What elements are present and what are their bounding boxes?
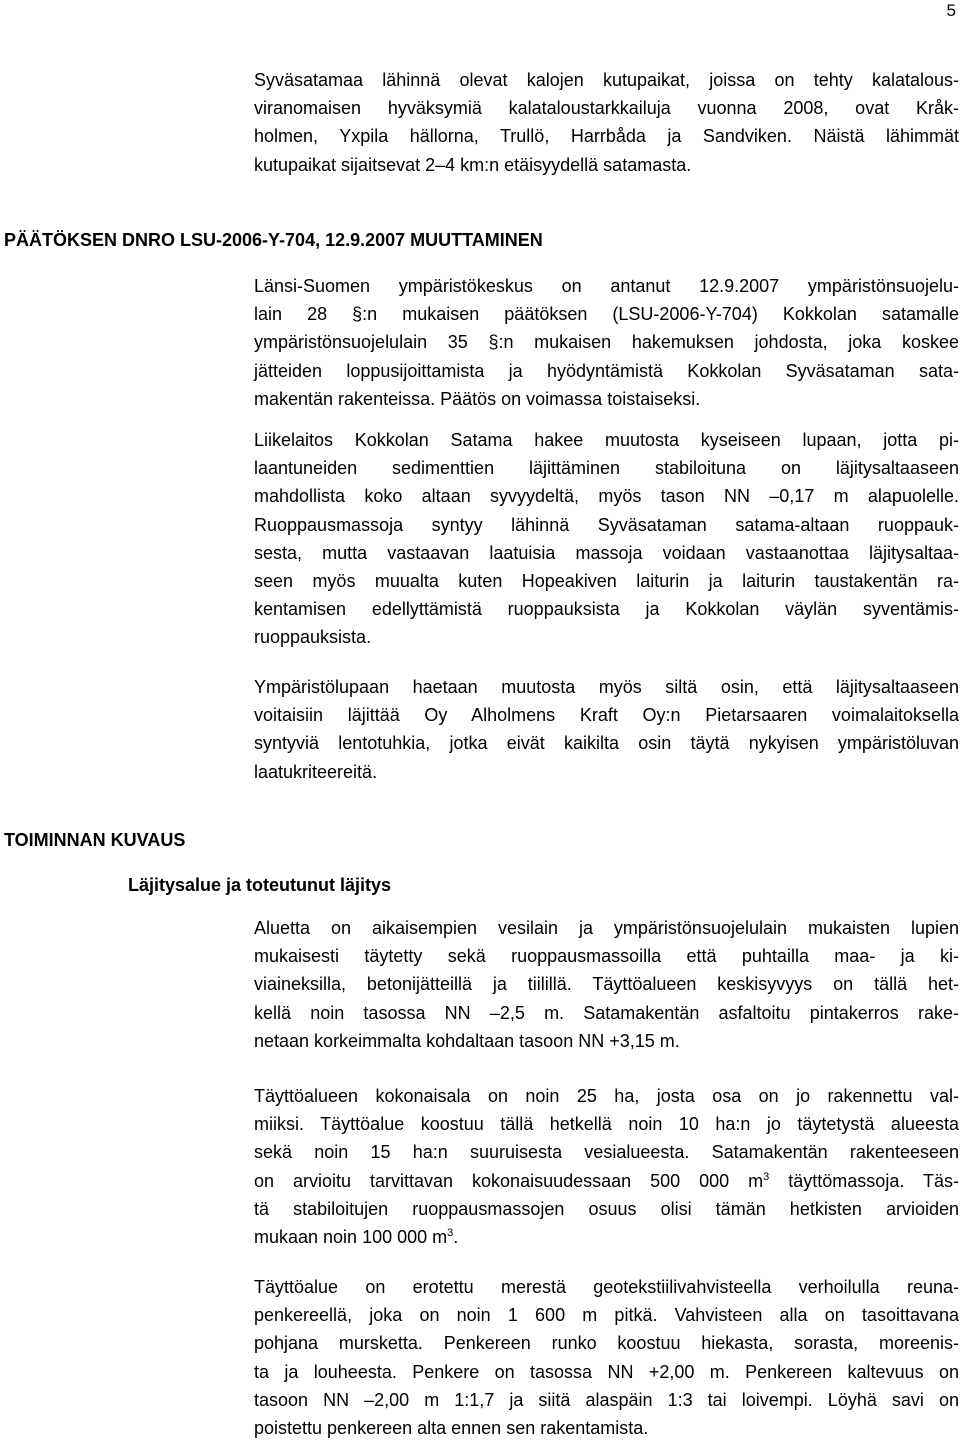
text-line: holmen, Yxpila hällorna, Trullö, Harrbåda ja Sandviken. Näistä lähimmät [254,126,959,147]
text-line: laantuneiden sedimenttien läjittäminen stabiloituna on läjitysaltaaseen [254,458,959,479]
text-line: Aluetta on aikaisempien vesilain ja ympäristönsuojelulain mukaisten lupien [254,918,959,938]
paragraph-fly-ash [254,673,959,786]
text-line: penkereellä, joka on noin 1 600 m pitkä. Vahvisteen alla on tasoittavana [254,1305,959,1326]
text-fragment: mukaan noin 100 000 m [254,1227,448,1248]
text-line: Länsi-Suomen ympäristökeskus on antanut 12.9.2007 ympäristönsuojelu- [254,276,959,296]
text-line: poistettu penkereen alta ennen sen rakentamista. [254,1418,649,1439]
text-line: voitaisiin läjittää Oy Alholmens Kraft Oy:n Pietarsaaren voimalaitoksella [254,705,959,726]
text-line: Ympäristölupaan haetaan muutosta myös siltä osin, että läjitysaltaaseen [254,677,959,697]
text-line [254,1167,959,1195]
section-heading-decision-amendment: PÄÄTÖKSEN DNRO LSU-2006-Y-704, 12.9.2007 MUUTTAMINEN [4,230,543,250]
text-line: Liikelaitos Kokkolan Satama hakee muutosta kyseiseen lupaan, jotta pi- [254,430,959,450]
superscript: 3 [447,1227,454,1240]
text-line: ta ja louheesta. Penkere on tasossa NN +2,00 m. Penkereen kaltevuus on [254,1361,959,1382]
text-line: kellä noin tasossa NN –2,5 m. Satamakentän asfaltoitu pintakerros rake- [254,1002,959,1023]
text-line [254,1223,959,1251]
text-line: Täyttöalue on erotettu merestä geotekstiilivahvisteella verhoilulla reuna- [254,1277,959,1297]
superscript: 3 [763,1170,770,1183]
paragraph-embankment [254,1273,959,1442]
text-line: ympäristönsuojelulain 35 §:n mukaisen hakemuksen johdosta, joka koskee [254,332,959,353]
paragraph-fill-volume [254,1082,959,1251]
section-heading-operation: TOIMINNAN KUVAUS [4,830,186,850]
text-line: makentän rakenteissa. Päätös on voimassa toistaiseksi. [254,388,701,409]
text-line: ruoppauksista. [254,627,372,648]
text-line: mukaisesti täytetty sekä ruoppausmassoilla että puhtailla maa- ja ki- [254,946,959,967]
text-line: pohjana murskettа. Penkereen runko koostuu hiekasta, sorasta, moreenis- [254,1333,959,1354]
text-line: sekä noin 15 ha:n suuruisesta vesialueesta. Satamakentän rakenteeseen [254,1142,959,1163]
text-line: jätteiden loppusijoittamista ja hyödyntämistä Kokkolan Syväsataman sata- [254,360,959,381]
text-line: tasoon NN –2,00 m 1:1,7 ja siitä alaspäin 1:3 tai loivempi. Löyhä savi on [254,1389,959,1410]
text-line: kutupaikat sijaitsevat 2–4 km:n etäisyydellä satamasta. [254,154,692,175]
text-line: syntyviä lentotuhkia, jotka eivät kaikilta osin täytä nykyisen ympäristöluvan [254,733,959,754]
text-line: mahdollista koko altaan syvyydeltä, myös tason NN –0,17 m alapuolelle. [254,486,959,507]
text-line: Syväsatamaa lähinnä olevat kalojen kutupaikat, joissa on tehty kalatalous- [254,70,959,90]
text-fragment: . [453,1227,459,1248]
paragraph-area-filling [254,914,959,1055]
paragraph-spawning-grounds [254,66,959,179]
text-line: viaineksilla, betonijätteillä ja tiilillä. Täyttöalueen keskisyvyys on tällä het- [254,974,959,995]
text-fragment: täyttömassoja. Täs- [769,1170,959,1191]
page-number: 5 [946,1,956,20]
text-line: viranomaisen hyväksymiä kalataloustarkkailuja vuonna 2008, ovat Kråk- [254,98,959,119]
text-line: Ruoppausmassoja syntyy lähinnä Syväsataman satama-altaan ruoppauk- [254,514,959,535]
text-line: kentamisen edellyttämistä ruoppauksista ja Kokkolan väylän syventämis- [254,599,959,620]
paragraph-decision [254,272,959,413]
text-line: laatukriteereitä. [254,761,378,782]
text-line: sesta, mutta vastaavan laatuisia massoja voidaan vastaanottaa läjitysaltaa- [254,542,959,563]
paragraph-amendment-request [254,426,959,652]
text-line: seen myös muualta kuten Hopeakiven laiturin ja laiturin taustakentän ra- [254,571,959,592]
text-line: netaan korkeimmalta kohdaltaan tasoon NN +3,15 m. [254,1030,680,1051]
text-line: Täyttöalueen kokonaisala on noin 25 ha, josta osa on jo rakennettu val- [254,1086,959,1106]
text-fragment: on arvioitu tarvittavan kokonaisuudessaan 500 000 m [254,1170,764,1191]
subheading-landfill-area: Läjitysalue ja toteutunut läjitys [128,875,392,895]
text-line: lain 28 §:n mukaisen päätöksen (LSU-2006-Y-704) Kokkolan satamalle [254,304,959,325]
text-line: tä stabiloitujen ruoppausmassojen osuus olisi tämän hetkisten arvioiden [254,1198,959,1219]
text-line: miiksi. Täyttöalue koostuu tällä hetkellä noin 10 ha:n jo täytetystä alueesta [254,1114,959,1135]
